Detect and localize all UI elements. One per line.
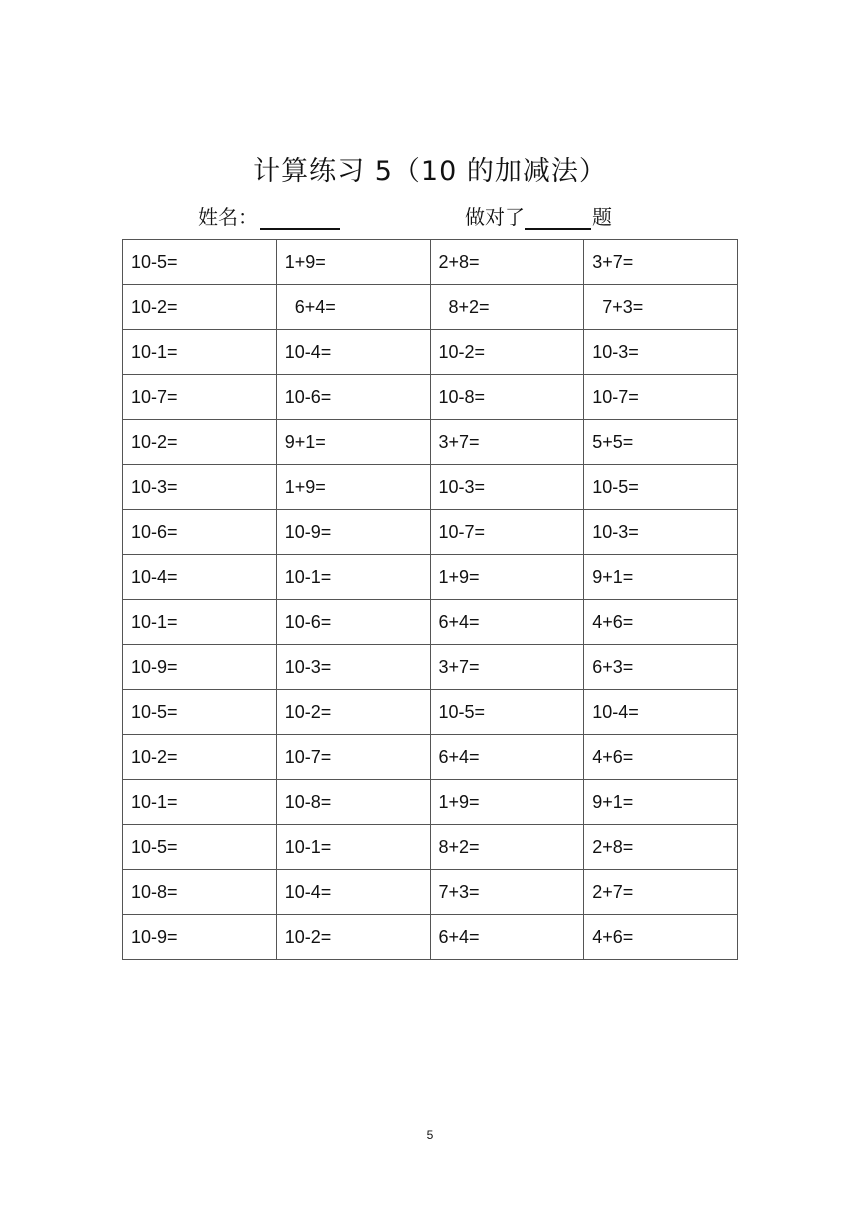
problem-cell: 10-9= xyxy=(123,915,277,960)
problem-cell: 10-2= xyxy=(123,285,277,330)
problem-cell: 10-3= xyxy=(276,645,430,690)
name-blank[interactable] xyxy=(260,202,340,230)
problem-cell: 1+9= xyxy=(430,780,584,825)
problem-cell: 10-2= xyxy=(123,420,277,465)
score-field xyxy=(465,200,612,234)
problem-cell: 6+3= xyxy=(584,645,738,690)
page-title: 计算练习 5（10 的加减法） xyxy=(253,156,607,187)
problem-cell: 10-1= xyxy=(276,555,430,600)
table-row xyxy=(123,375,738,420)
problem-cell: 1+9= xyxy=(430,555,584,600)
problem-cell: 6+4= xyxy=(276,285,430,330)
problem-cell: 10-3= xyxy=(430,465,584,510)
problem-cell: 10-8= xyxy=(430,375,584,420)
problem-cell: 10-5= xyxy=(123,240,277,285)
problem-cell: 10-5= xyxy=(123,690,277,735)
problem-cell: 10-8= xyxy=(276,780,430,825)
score-prefix: 做对了 xyxy=(465,205,525,229)
table-row xyxy=(123,420,738,465)
problem-cell: 1+9= xyxy=(276,240,430,285)
problem-cell: 10-1= xyxy=(123,330,277,375)
problem-cell: 7+3= xyxy=(430,870,584,915)
problem-cell: 10-3= xyxy=(584,510,738,555)
problem-cell: 3+7= xyxy=(430,420,584,465)
problem-cell: 10-7= xyxy=(276,735,430,780)
problem-cell: 10-4= xyxy=(123,555,277,600)
problem-cell: 10-2= xyxy=(123,735,277,780)
problem-cell: 10-3= xyxy=(584,330,738,375)
problem-cell: 9+1= xyxy=(584,555,738,600)
table-row xyxy=(123,600,738,645)
page-number: 5 xyxy=(426,1128,434,1142)
problem-table xyxy=(122,239,738,960)
problem-cell: 10-3= xyxy=(123,465,277,510)
name-field xyxy=(198,200,340,234)
problem-cell: 3+7= xyxy=(430,645,584,690)
problem-cell: 6+4= xyxy=(430,915,584,960)
problem-cell: 4+6= xyxy=(584,735,738,780)
table-row xyxy=(123,285,738,330)
problem-cell: 5+5= xyxy=(584,420,738,465)
problem-cell: 6+4= xyxy=(430,600,584,645)
problem-cell: 4+6= xyxy=(584,600,738,645)
problem-cell: 2+8= xyxy=(584,825,738,870)
problem-cell: 10-1= xyxy=(123,780,277,825)
problem-cell: 10-7= xyxy=(430,510,584,555)
problem-cell: 10-9= xyxy=(123,645,277,690)
table-row xyxy=(123,330,738,375)
problem-cell: 10-8= xyxy=(123,870,277,915)
problem-cell: 10-4= xyxy=(276,330,430,375)
problem-cell: 8+2= xyxy=(430,285,584,330)
problem-cell: 10-7= xyxy=(123,375,277,420)
problem-cell: 10-2= xyxy=(276,690,430,735)
problem-cell: 10-1= xyxy=(276,825,430,870)
table-row xyxy=(123,915,738,960)
problem-cell: 10-4= xyxy=(584,690,738,735)
problem-cell: 9+1= xyxy=(276,420,430,465)
table-row xyxy=(123,780,738,825)
table-row xyxy=(123,825,738,870)
problem-cell: 10-4= xyxy=(276,870,430,915)
problem-cell: 10-6= xyxy=(276,600,430,645)
name-label: 姓名： xyxy=(198,205,258,229)
problem-cell: 10-9= xyxy=(276,510,430,555)
problem-cell: 2+8= xyxy=(430,240,584,285)
problem-cell: 10-6= xyxy=(276,375,430,420)
score-suffix: 题 xyxy=(592,205,612,229)
problem-cell: 10-5= xyxy=(123,825,277,870)
table-row xyxy=(123,510,738,555)
table-row xyxy=(123,555,738,600)
problem-cell: 2+7= xyxy=(584,870,738,915)
problem-cell: 8+2= xyxy=(430,825,584,870)
table-row xyxy=(123,240,738,285)
problem-cell: 4+6= xyxy=(584,915,738,960)
table-row xyxy=(123,690,738,735)
problem-cell: 10-1= xyxy=(123,600,277,645)
table-row xyxy=(123,465,738,510)
score-blank[interactable] xyxy=(525,202,591,230)
problem-cell: 3+7= xyxy=(584,240,738,285)
problem-cell: 10-7= xyxy=(584,375,738,420)
problem-cell: 10-5= xyxy=(430,690,584,735)
problem-cell: 9+1= xyxy=(584,780,738,825)
table-row xyxy=(123,870,738,915)
table-row xyxy=(123,735,738,780)
problem-cell: 10-6= xyxy=(123,510,277,555)
problem-cell: 10-2= xyxy=(276,915,430,960)
problem-cell: 1+9= xyxy=(276,465,430,510)
problem-cell: 10-5= xyxy=(584,465,738,510)
problem-cell: 6+4= xyxy=(430,735,584,780)
table-row xyxy=(123,645,738,690)
problem-cell: 7+3= xyxy=(584,285,738,330)
problem-cell: 10-2= xyxy=(430,330,584,375)
